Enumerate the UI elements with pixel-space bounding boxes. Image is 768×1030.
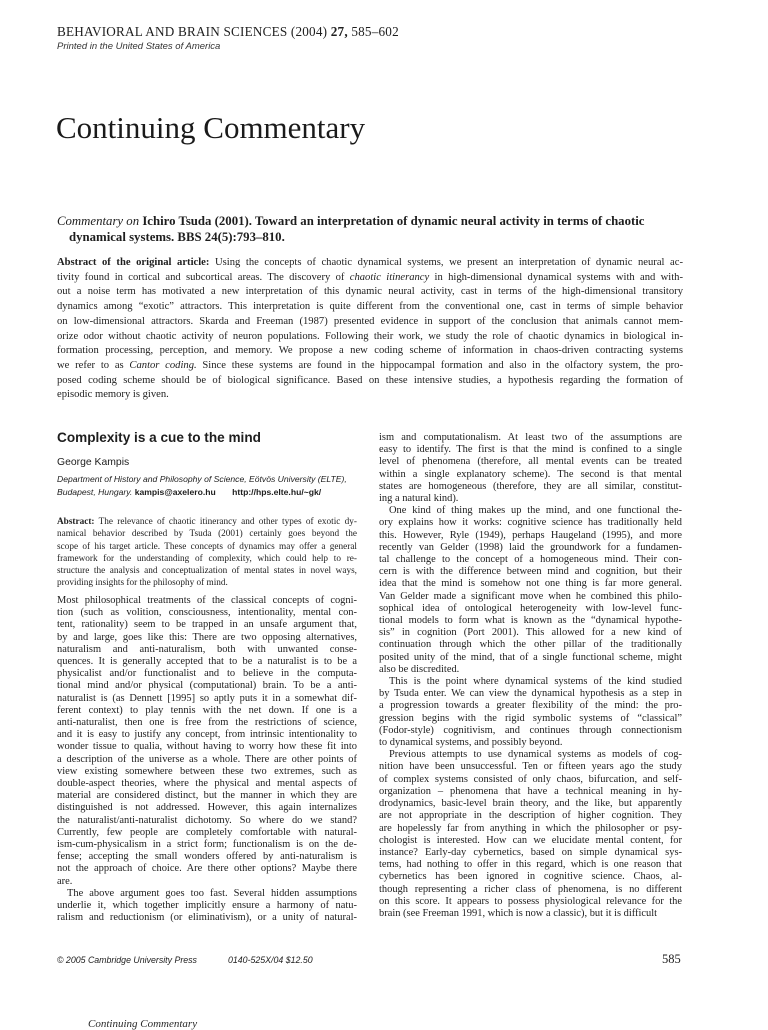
- body-text-line: within a single explanatory scheme). The second is that mental: [379, 468, 682, 480]
- body-text-line: are not appropriate in the description of higher cognition. They: [379, 810, 682, 822]
- commentary-abstract-line: providing insights for the philosophy of mind.: [57, 578, 228, 589]
- original-abstract: [57, 256, 683, 403]
- body-text-line: cybernetics has been ignored in cognitive science. Chaos, al-: [379, 871, 682, 883]
- body-text-line: quences. It is generally accepted that to be a naturalist is to be a: [57, 656, 357, 668]
- body-text-line: nition have been unsuccessful. Ten or fifteen years ago the study: [379, 761, 682, 773]
- body-text-line: sophical idea of ontological heterogeneity with low-level func-: [379, 602, 682, 614]
- body-text-line: Currently, few people are completely comfortable with natural-: [57, 826, 357, 838]
- commentary-prefix: Commentary on: [57, 214, 140, 228]
- body-text-line: Previous attempts to use dynamical systems as models of cog-: [389, 749, 682, 761]
- body-text-line: brain (see Freeman 1991, which is now a classic), but it is difficult: [379, 907, 658, 919]
- body-text-line: a description of the universe as a whole. There are other points of: [57, 753, 357, 765]
- body-text-line: fense; accepting the small wonders offered by anti-naturalism is: [57, 851, 357, 863]
- commentary-on: [57, 213, 690, 245]
- author-name: George Kampis: [57, 457, 130, 468]
- commentary-abstract-line: framework for the understanding of complexity, which could help to re-: [57, 553, 357, 564]
- citation-line-1: Ichiro Tsuda (2001). Toward an interpretation of dynamic neural activity in terms of chaotic: [142, 214, 645, 228]
- body-text-line: This is the point where dynamical systems of the kind studied: [389, 676, 682, 688]
- journal-header: [57, 24, 399, 40]
- left-column-body: [57, 595, 357, 924]
- original-abstract-line: Abstract of the original article: Using the concepts of chaotic dynamical systems, we present an interpretation of dynamic neural ac-: [57, 257, 683, 268]
- body-text-line: (Fodor-style) cognitivism, and continues through connectionism: [379, 724, 682, 736]
- body-text-line: ism and computationalism. At least two of the assumptions are: [379, 432, 682, 443]
- original-abstract-line: orize odor without chaotic activity of neuron populations. Following their work, we study the role of chaotic dynamics in biological in-: [57, 330, 683, 342]
- journal-volume: 27,: [330, 24, 348, 39]
- body-text-line: chologist is interested. How can we elucidate mental content, for: [379, 834, 682, 846]
- journal-year: (2004): [290, 24, 328, 39]
- commentary-abstract-line: namical behavior described by Tsuda (2001) certainly goes beyond the: [57, 529, 357, 540]
- footer-copyright: © 2005 Cambridge University Press: [57, 955, 197, 965]
- body-text-line: ralism and reductionism (or eliminativism), or a unity of natural-: [57, 912, 357, 924]
- body-text-line: double-aspect theories, where the physical and mental aspects of: [57, 778, 357, 790]
- right-column-body: [379, 432, 682, 920]
- body-text-line: naturalist is (as Dennett [1995] so aptly puts it in a somewhat dif-: [57, 692, 357, 704]
- original-abstract-line: formation processing, perception, and memory. We propose a new coding scheme of information in chaos-driven contracting systems: [57, 345, 683, 357]
- body-text-line: organization – phenomena that have a technical meaning in hy-: [379, 785, 682, 797]
- body-text-line: level of phenomena (therefore, all mental events can be treated: [379, 456, 682, 468]
- body-text-line: underlie it, which together implicitly ensure a harmony of natu-: [57, 900, 357, 912]
- article-title: Complexity is a cue to the mind: [57, 430, 261, 445]
- body-text-line: recently van Gelder (1998) laid the groundwork for a fundamen-: [379, 541, 682, 553]
- body-text-line: One kind of thing makes up the mind, and one functional the-: [389, 505, 682, 517]
- body-text-line: tent, rationality) seem to be trapped in an unsafe argument that,: [57, 619, 357, 631]
- journal-name: BEHAVIORAL AND BRAIN SCIENCES: [57, 24, 288, 39]
- original-abstract-line: we refer to as Cantor coding. Since these systems are found in the hippocampal formation and also in the olfactory system, the pro-: [57, 359, 684, 371]
- body-text-line: tems, had nothing to offer in this regard, which is one reason that: [379, 859, 682, 871]
- body-text-line: instance? Early-day cybernetics, based on simple dynamical sys-: [379, 846, 682, 858]
- author-affiliation: [57, 473, 367, 498]
- body-text-line: material are considered distinct, but the manner in which they are: [57, 790, 357, 802]
- next-page-header-fragment: Continuing Commentary: [88, 1018, 198, 1030]
- body-text-line: of complex systems consisted of only chaos, bifurcation, and self-: [379, 773, 682, 785]
- body-text-line: wonder tissue to qualia, without having to worry how these fit into: [57, 741, 357, 753]
- body-text-line: easy to identify. The first is that the mind is confined to a single: [379, 444, 682, 456]
- page-number: 585: [662, 952, 681, 966]
- body-text-line: also be discredited.: [379, 663, 460, 675]
- original-abstract-label-inline: Abstract of the original article:: [57, 257, 210, 268]
- body-text-line: Van Gelder made a significant move when he combined this philo-: [379, 590, 682, 602]
- body-text-line: ism-cum-physicalism in a strict form; functionalism is on the de-: [57, 839, 357, 851]
- body-text-line: The above argument goes too fast. Several hidden assumptions: [67, 887, 357, 899]
- original-abstract-line: out a noise term has motivated a new interpretation of this dynamic neural activity, cast in terms of the high-dimensional transitory: [57, 286, 683, 298]
- body-text-line: the naturalist/anti-naturalist dichotomy. So where do we stand?: [57, 814, 357, 826]
- body-text-line: posited unity of the mind, that of a single functional scheme, might: [379, 651, 682, 663]
- body-text-line: naturalism and anti-naturalism, both with unwanted conse-: [57, 643, 357, 655]
- body-text-line: continuation through which the other pillar of the traditionally: [379, 639, 682, 651]
- body-text-line: cern is with the difference between mind and cognition, but their: [379, 566, 682, 578]
- citation-line-2: dynamical systems. BBS 24(5):793–810.: [69, 230, 285, 244]
- body-text-line: states are homogeneous (therefore, they are all similar, constitut-: [379, 480, 682, 492]
- commentary-abstract-line: scope of his target article. These concepts of dynamics may offer a general: [57, 541, 357, 552]
- body-text-line: Most philosophical treatments of the classical concepts of cogni-: [57, 595, 357, 606]
- original-abstract-line: episodic memory is given.: [57, 389, 169, 401]
- body-text-line: and it is easy to justify any concept, from intrinsic intentionality to: [57, 729, 357, 741]
- commentary-abstract-line: Abstract: The relevance of chaotic itinerancy and other types of exotic dy-: [57, 517, 357, 527]
- footer-issn-price: 0140-525X/04 $12.50: [228, 955, 313, 965]
- body-text-line: idea that the mind is somehow not one thing is far more general.: [379, 578, 682, 590]
- body-text-line: on this score. It appears to possess physiological relevance for the: [379, 895, 682, 907]
- affiliation-line-1: Department of History and Philosophy of Science, Eötvös University (ELTE),: [57, 474, 347, 484]
- body-text-line: ferent context) to play tennis with the net down. If one is a: [57, 704, 357, 716]
- body-text-line: physicalist and/or functionalist and to believe in the computa-: [57, 668, 357, 680]
- body-text-line: not the approach of choice. Are there other options? Maybe there: [57, 863, 357, 875]
- body-text-line: ing a natural kind).: [379, 493, 459, 505]
- original-abstract-line: dynamics among “exotic” attractors. This interpretation is quite different from the conventional one, cast in terms of simple behavior: [57, 301, 683, 313]
- body-text-line: are.: [57, 875, 73, 887]
- body-text-line: anti-naturalist, then one is free from the restrictions of science,: [57, 717, 357, 729]
- body-text-line: though representing a richer class of phenomena, is no different: [379, 883, 682, 895]
- body-text-line: tional mind and/or physical (computational) brain. To be a anti-: [57, 680, 357, 692]
- body-text-line: a progression towards a greater flexibility of the mind: the pro-: [379, 700, 682, 712]
- author-email[interactable]: kampis@axelero.hu: [134, 486, 216, 497]
- commentary-abstract: [57, 516, 357, 590]
- original-abstract-line: posed coding scheme should be of biological significance. Based on these intensive studies, a hypothesis regarding the formation of: [57, 374, 683, 386]
- page-title: Continuing Commentary: [56, 110, 366, 145]
- body-text-line: gression begins with the rigid symbolic systems of “classical”: [379, 712, 682, 724]
- body-text-line: tional models to form what is known as the “dynamical hypothe-: [379, 615, 682, 627]
- journal-pages: 585–602: [351, 24, 399, 39]
- body-text-line: this. However, Ryle (1949), perhaps Haugeland (1995), and more: [379, 529, 682, 541]
- commentary-abstract-line: structure the analysis and conceptualization of mental states in novel ways,: [57, 566, 357, 577]
- affiliation-line-2: Budapest, Hungary.: [57, 486, 133, 497]
- printed-note: Printed in the United States of America: [57, 41, 221, 52]
- body-text-line: to dynamical systems, and possibly beyond.: [379, 737, 563, 749]
- body-text-line: drodynamics, basic-level brain theory, and the like, but apparently: [379, 798, 682, 810]
- body-text-line: by and large, goes like this: There are two opposing alternatives,: [57, 631, 357, 643]
- body-text-line: sis” in cognition (Port 2001). This allowed for a new kind of: [379, 627, 682, 639]
- author-url[interactable]: http://hps.elte.hu/~gk/: [232, 486, 322, 497]
- body-text-line: ory explains how it works: cognitive science has traditionally held: [379, 517, 682, 529]
- original-abstract-line: tivity found in cortical and subcortical areas. The discovery of chaotic itinerancy in high-dimensional dynamical systems with and with-: [57, 271, 683, 283]
- body-text-line: tion (such as volition, consciousness, intentionality, mental con-: [57, 607, 357, 619]
- body-text-line: distinguished is not addressed. However, this again internalizes: [57, 802, 357, 814]
- original-abstract-line: on low-dimensional attractors. Skarda and Freeman (1987) presented evidence in support of the conclusion that animals cannot mem-: [57, 315, 683, 327]
- body-text-line: by Tsuda enter. We can view the dynamical hypothesis as a step in: [379, 688, 682, 700]
- body-text-line: tal challenge to the concept of a homogeneous mind. Their con-: [379, 554, 682, 566]
- body-text-line: view existing somewhere between these two extremes, such as: [57, 765, 357, 777]
- commentary-abstract-label: Abstract:: [57, 517, 95, 527]
- body-text-line: are hopelessly far from anything in which the philosopher or psy-: [379, 822, 682, 834]
